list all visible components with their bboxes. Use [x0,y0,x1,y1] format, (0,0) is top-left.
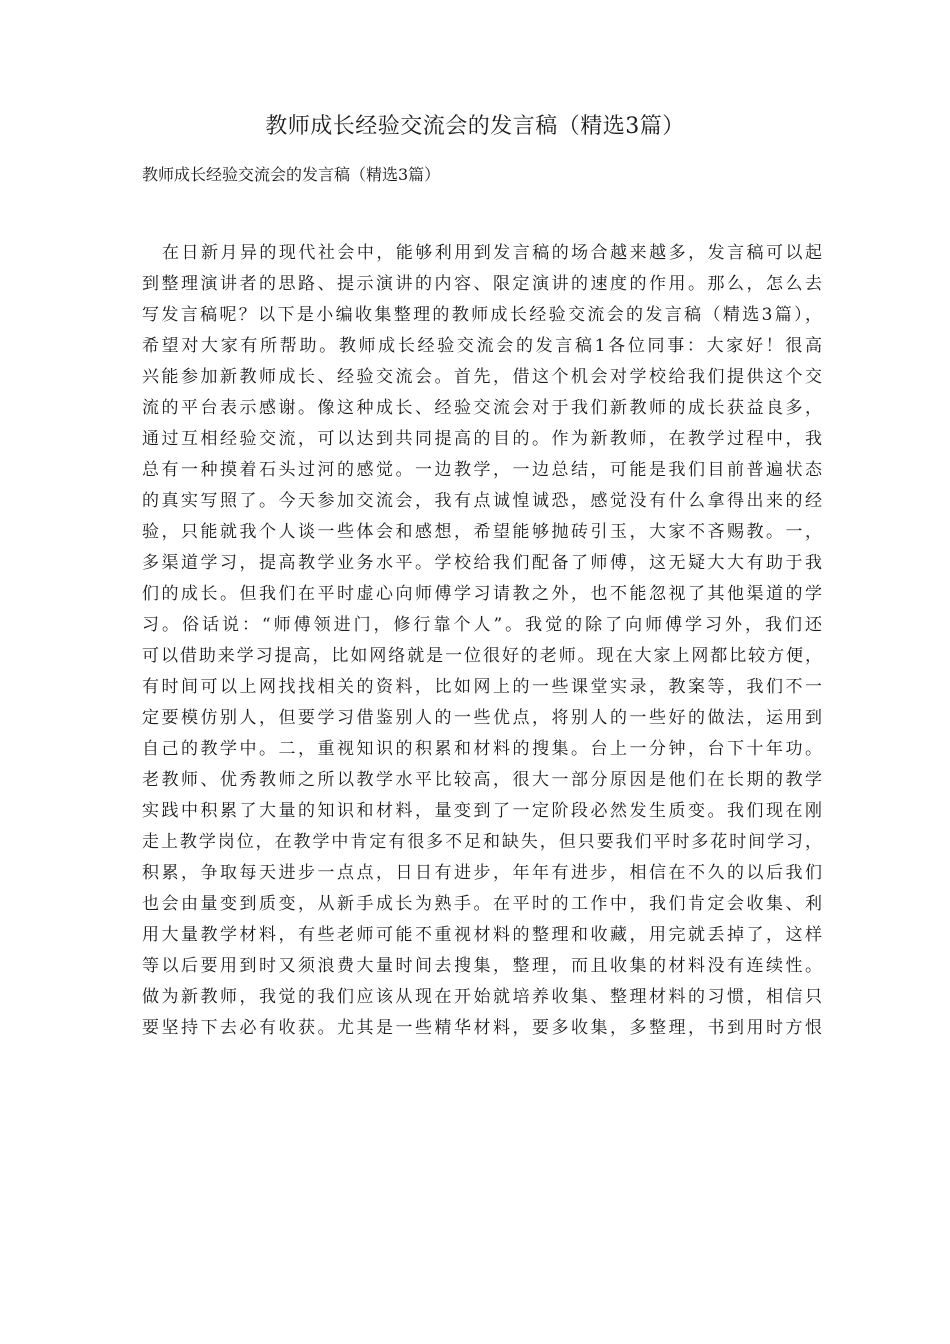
body-text-line: 老教师、优秀教师之所以教学水平比较高，很大一部分原因是他们在长期的教学 [142,770,822,790]
body-text-line: 做为新教师，我觉的我们应该从现在开始就培养收集、整理材料的习惯，相信只 [142,987,822,1007]
body-text-line: 总有一种摸着石头过河的感觉。一边教学，一边总结，可能是我们目前普遍状态 [142,460,822,480]
body-text-line: 在日新月异的现代社会中，能够利用到发言稿的场合越来越多，发言稿可以起 [162,243,822,263]
body-text-line: 兴能参加新教师成长、经验交流会。首先，借这个机会对学校给我们提供这个交 [142,367,822,387]
body-text-line: 可以借助来学习提高，比如网络就是一位很好的老师。现在大家上网都比较方便， [142,646,822,666]
body-text-line: 也会由量变到质变，从新手成长为熟手。在平时的工作中，我们肯定会收集、利 [142,894,822,914]
body-text-line: 流的平台表示感谢。像这种成长、经验交流会对于我们新教师的成长获益良多， [142,398,822,418]
body-text-line: 有时间可以上网找找相关的资料，比如网上的一些课堂实录，教案等，我们不一 [142,677,822,697]
body-text-line: 习。俗话说：“师傅领进门，修行靠个人”。我觉的除了向师傅学习外，我们还 [142,615,822,635]
body-text-line: 希望对大家有所帮助。教师成长经验交流会的发言稿1各位同事：大家好！很高 [142,336,822,356]
body-text-line: 积累，争取每天进步一点点，日日有进步，年年有进步，相信在不久的以后我们 [142,863,822,883]
body-text-line: 要坚持下去必有收获。尤其是一些精华材料，要多收集，多整理，书到用时方恨 [142,1018,822,1038]
document-title: 教师成长经验交流会的发言稿（精选3篇） [265,114,685,139]
body-text-line: 等以后要用到时又须浪费大量时间去搜集，整理，而且收集的材料没有连续性。 [142,956,822,976]
document-subtitle: 教师成长经验交流会的发言稿（精选3篇） [142,165,441,184]
body-text-line: 用大量教学材料，有些老师可能不重视材料的整理和收藏，用完就丢掉了，这样 [142,925,822,945]
body-text-line: 实践中积累了大量的知识和材料，量变到了一定阶段必然发生质变。我们现在刚 [142,801,822,821]
body-text-line: 多渠道学习，提高教学业务水平。学校给我们配备了师傅，这无疑大大有助于我 [142,553,822,573]
body-text-line: 自己的教学中。二，重视知识的积累和材料的搜集。台上一分钟，台下十年功。 [142,739,822,759]
document-body [142,238,822,1044]
body-text-line: 验，只能就我个人谈一些体会和感想，希望能够抛砖引玉，大家不吝赐教。一， [142,522,822,542]
body-text-line: 写发言稿呢？以下是小编收集整理的教师成长经验交流会的发言稿（精选3篇）， [142,305,822,325]
body-text-line: 定要模仿别人，但要学习借鉴别人的一些优点，将别人的一些好的做法，运用到 [142,708,822,728]
body-text-line: 的真实写照了。今天参加交流会，我有点诚惶诚恐，感觉没有什么拿得出来的经 [142,491,822,511]
body-text-line: 走上教学岗位，在教学中肯定有很多不足和缺失，但只要我们平时多花时间学习， [142,832,822,852]
body-text-line: 们的成长。但我们在平时虚心向师傅学习请教之外，也不能忽视了其他渠道的学 [142,584,822,604]
body-text-line: 通过互相经验交流，可以达到共同提高的目的。作为新教师，在教学过程中，我 [142,429,822,449]
body-text-line: 到整理演讲者的思路、提示演讲的内容、限定演讲的速度的作用。那么，怎么去 [142,274,822,294]
